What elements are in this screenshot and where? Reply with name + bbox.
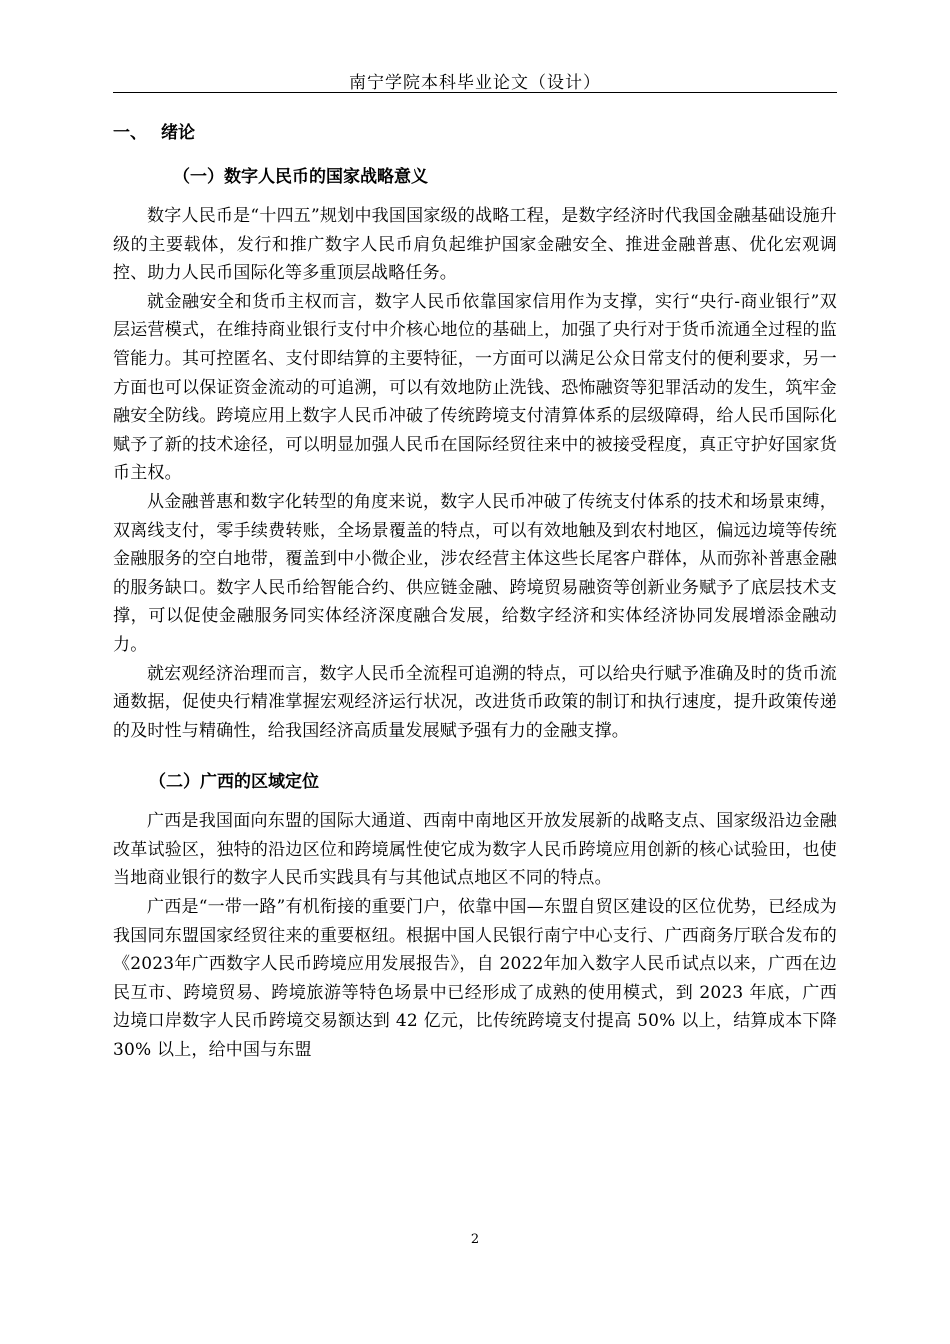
- page-number: 2: [470, 1232, 480, 1247]
- paragraph-6: 广西是“一带一路”有机衔接的重要门户，依靠中国—东盟自贸区建设的区位优势，已经成为我国同东盟国家经贸往来的重要枢纽。根据中国人民银行南宁中心支行、广西商务厅联合发布的《2023年广西数字人民币跨境应用发展报告》，自 2022年加入数字人民币试点以来，广西在边民互市、跨境贸易、跨境旅游等特色场景中已经形成了成熟的使用模式，到 2023 年底，广西边境口岸数字人民币跨境交易额达到 42 亿元，比传统跨境支付提高 50% 以上，结算成本下降 30% 以上，给中国与东盟: [113, 897, 837, 1061]
- subsection-heading-2: （二）广西的区域定位: [149, 772, 319, 793]
- subsection-heading-1: （一）数字人民币的国家战略意义: [173, 167, 428, 187]
- section-title: 绪论: [161, 123, 195, 143]
- paragraph-4: 就宏观经济治理而言，数字人民币全流程可追溯的特点，可以给央行赋予准确及时的货币流通数据，促使央行精准掌握宏观经济运行状况，改进货币政策的制订和执行速度，提升政策传递的及时性与精确性，给我国经济高质量发展赋予强有力的金融支撑。: [113, 663, 837, 741]
- section-heading: [113, 116, 837, 150]
- header-rule: [113, 92, 837, 93]
- page-header: 南宁学院本科毕业论文（设计）: [349, 73, 601, 93]
- paragraph-3: 从金融普惠和数字化转型的角度来说，数字人民币冲破了传统支付体系的技术和场景束缚，双离线支付，零手续费转账，全场景覆盖的特点，可以有效地触及到农村地区，偏远边境等传统金融服务的空白地带，覆盖到中小微企业，涉农经营主体这些长尾客户群体，从而弥补普惠金融的服务缺口。数字人民币给智能合约、供应链金融、跨境贸易融资等创新业务赋予了底层技术支撑，可以促使金融服务同实体经济深度融合发展，给数字经济和实体经济协同发展增添金融动力。: [113, 491, 837, 655]
- paragraph-2: 就金融安全和货币主权而言，数字人民币依靠国家信用作为支撑，实行“央行-商业银行”双层运营模式，在维持商业银行支付中介核心地位的基础上，加强了央行对于货币流通全过程的监管能力。其可控匿名、支付即结算的主要特征，一方面可以满足公众日常支付的便利要求，另一方面也可以保证资金流动的可追溯，可以有效地防止洗钱、恐怖融资等犯罪活动的发生，筑牢金融安全防线。跨境应用上数字人民币冲破了传统跨境支付清算体系的层级障碍，给人民币国际化赋予了新的技术途径，可以明显加强人民币在国际经贸往来中的被接受程度，真正守护好国家货币主权。: [113, 291, 837, 484]
- paragraph-1: 数字人民币是“十四五”规划中我国国家级的战略工程，是数字经济时代我国金融基础设施升级的主要载体，发行和推广数字人民币肩负起维护国家金融安全、推进金融普惠、优化宏观调控、助力人民币国际化等多重顶层战略任务。: [113, 206, 837, 284]
- page-body: [113, 116, 837, 1065]
- paragraph-5: 广西是我国面向东盟的国际大通道、西南中南地区开放发展新的战略支点、国家级沿边金融改革试验区，独特的沿边区位和跨境属性使它成为数字人民币跨境应用创新的核心试验田，也使当地商业银行的数字人民币实践具有与其他试点地区不同的特点。: [113, 811, 837, 889]
- section-number: 一、: [113, 123, 147, 143]
